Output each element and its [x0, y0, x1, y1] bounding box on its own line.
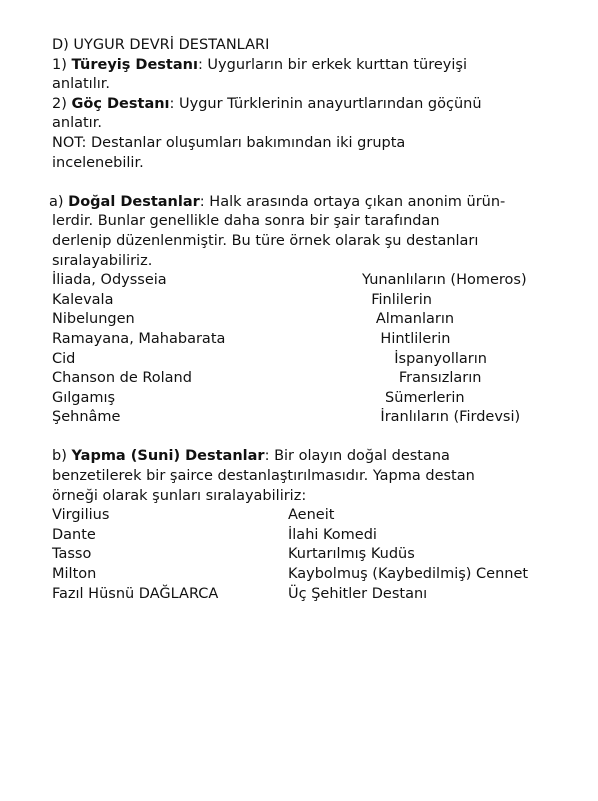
list-item — [52, 389, 572, 409]
author-name: Tasso — [52, 546, 92, 563]
epic-origin: Finlilerin — [362, 291, 432, 308]
list-item — [52, 369, 572, 389]
work-title: İlahi Komedi — [288, 526, 377, 543]
list-item — [52, 506, 572, 526]
section-a-prefix: a) — [49, 193, 69, 210]
section-a-intro — [49, 193, 572, 213]
list-item — [52, 350, 572, 370]
section-b-line-2: benzetilerek bir şairce destanlaştırılmasıdır. Yapma destan — [52, 468, 475, 485]
artificial-epics-list — [52, 506, 572, 604]
section-a-text: : Halk arasında ortaya çıkan anonim ürün- — [199, 193, 506, 210]
section-b-prefix: b) — [52, 448, 72, 465]
list-item — [52, 291, 572, 311]
list-item — [52, 408, 572, 428]
section-heading: D) UYGUR DEVRİ DESTANLARI — [52, 37, 270, 53]
work-title: Üç Şehitler Destanı — [288, 585, 428, 602]
epic-origin: Hintlilerin — [362, 330, 451, 347]
document-page — [49, 36, 572, 604]
section-a-line-4: sıralayabiliriz. — [52, 252, 153, 269]
work-title: Kurtarılmış Kudüs — [288, 546, 415, 563]
epic-origin: İranlıların (Firdevsi) — [362, 409, 521, 426]
epic-name: Gılgamış — [52, 389, 116, 406]
epic-name: Nibelungen — [52, 311, 135, 328]
author-name: Virgilius — [52, 507, 110, 524]
spacer — [52, 173, 572, 193]
list-item — [52, 545, 572, 565]
epic-name: Kalevala — [52, 291, 114, 308]
item-1-text-cont: anlatılır. — [52, 76, 110, 93]
work-title: Kaybolmuş (Kaybedilmiş) Cennet — [288, 566, 529, 583]
author-name: Milton — [52, 566, 97, 583]
author-name: Dante — [52, 526, 96, 543]
epic-origin: İspanyolların — [362, 350, 487, 367]
item-2 — [52, 95, 572, 115]
note-line-2: incelenebilir. — [52, 154, 144, 171]
list-item — [52, 526, 572, 546]
item-1-number: 1) — [52, 56, 72, 73]
epic-origin: Yunanlıların (Homeros) — [362, 272, 527, 289]
list-item — [52, 330, 572, 350]
section-b-line-3: örneği olarak şunları sıralayabiliriz: — [52, 487, 307, 504]
list-item — [52, 271, 572, 291]
section-b-intro — [52, 447, 572, 467]
section-b-title: Yapma (Suni) Destanlar — [71, 448, 265, 465]
list-item — [52, 585, 572, 605]
epic-name: Cid — [52, 350, 76, 367]
epic-name: Ramayana, Mahabarata — [52, 330, 226, 347]
list-item — [52, 310, 572, 330]
item-2-title: Göç Destanı — [71, 95, 170, 112]
item-2-text: : Uygur Türklerinin anayurtlarından göçünü — [169, 95, 482, 112]
epic-origin: Fransızların — [362, 370, 482, 387]
item-1-text: : Uygurların bir erkek kurttan türeyişi — [197, 56, 467, 73]
epic-name: Chanson de Roland — [52, 370, 192, 387]
list-item — [52, 565, 572, 585]
note-line-1: NOT: Destanlar oluşumları bakımından iki grupta — [52, 134, 406, 151]
item-2-text-cont: anlatır. — [52, 115, 102, 132]
item-1 — [52, 56, 572, 76]
item-2-number: 2) — [52, 95, 72, 112]
spacer — [52, 428, 572, 448]
section-a-title: Doğal Destanlar — [68, 193, 200, 210]
author-name: Fazıl Hüsnü DAĞLARCA — [52, 585, 219, 602]
section-a-line-3: derlenip düzenlenmiştir. Bu türe örnek olarak şu destanları — [52, 232, 479, 249]
section-a-line-2: lerdir. Bunlar genellikle daha sonra bir şair tarafından — [52, 213, 440, 230]
section-b-text: : Bir olayın doğal destana — [264, 448, 450, 465]
epic-name: İliada, Odysseia — [52, 272, 167, 289]
epic-origin: Almanların — [362, 311, 455, 328]
epic-origin: Sümerlerin — [362, 389, 465, 406]
epic-name: Şehnâme — [52, 409, 121, 426]
natural-epics-list — [52, 271, 572, 428]
item-1-title: Türeyiş Destanı — [71, 56, 198, 73]
work-title: Aeneit — [288, 507, 335, 524]
